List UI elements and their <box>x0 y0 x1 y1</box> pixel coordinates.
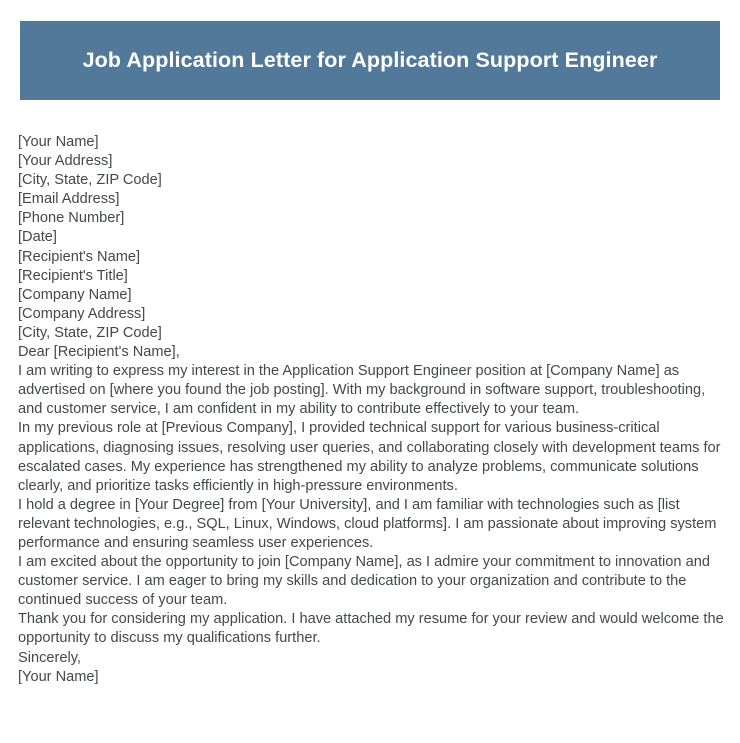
body-paragraph: I am excited about the opportunity to join [Company Name], as I admire your commitment to innovation and customer service. I am eager to bring my skills and dedication to your organization and contribute to the continued success of your team. <box>18 554 710 609</box>
signature: [Your Name] <box>18 668 99 685</box>
page-title: Job Application Letter for Application Support Engineer <box>82 47 658 72</box>
recipient-address-block <box>18 248 724 343</box>
body-paragraph: Thank you for considering my application. I have attached my resume for your review and would welcome the opportunity to discuss my qualifications further. <box>18 611 724 647</box>
sender-address-block <box>18 133 724 248</box>
sender-line: [Your Name] <box>18 134 99 150</box>
recipient-line: [City, State, ZIP Code] <box>18 324 162 341</box>
sender-line: [Your Address] <box>18 153 113 170</box>
sender-line: [Phone Number] <box>18 210 125 227</box>
recipient-line: [Company Address] <box>18 305 146 322</box>
recipient-line: [Recipient's Title] <box>18 267 128 284</box>
sender-line: [Email Address] <box>18 191 120 208</box>
closing: Sincerely, <box>18 649 81 666</box>
body-paragraph: In my previous role at [Previous Company], I provided technical support for various business-critical applications, diagnosing issues, resolving user queries, and collaborating closely with development teams for escalated cases. My experience has strengthened my ability to analyze problems, communicate solutions clearly, and prioritize tasks efficiently in high-pressure environments. <box>18 420 721 494</box>
sender-line: [City, State, ZIP Code] <box>18 172 162 189</box>
body-paragraph: I hold a degree in [Your Degree] from [Your University], and I am familiar with technologies such as [list relevant technologies, e.g., SQL, Linux, Windows, cloud platforms]. I am passionate about improving system performance and ensuring seamless user experiences. <box>18 496 717 551</box>
body-paragraph: I am writing to express my interest in the Application Support Engineer position at [Company Name] as advertised on [where you found the job posting]. With my background in software support, troubleshooting, and customer service, I am confident in my ability to contribute effectively to your team. <box>18 363 706 418</box>
salutation: Dear [Recipient's Name], <box>18 344 180 361</box>
letter-header-banner <box>20 21 720 100</box>
recipient-line: [Company Name] <box>18 286 132 303</box>
letter-body <box>18 133 724 687</box>
sender-line: [Date] <box>18 229 57 246</box>
recipient-line: [Recipient's Name] <box>18 248 141 265</box>
